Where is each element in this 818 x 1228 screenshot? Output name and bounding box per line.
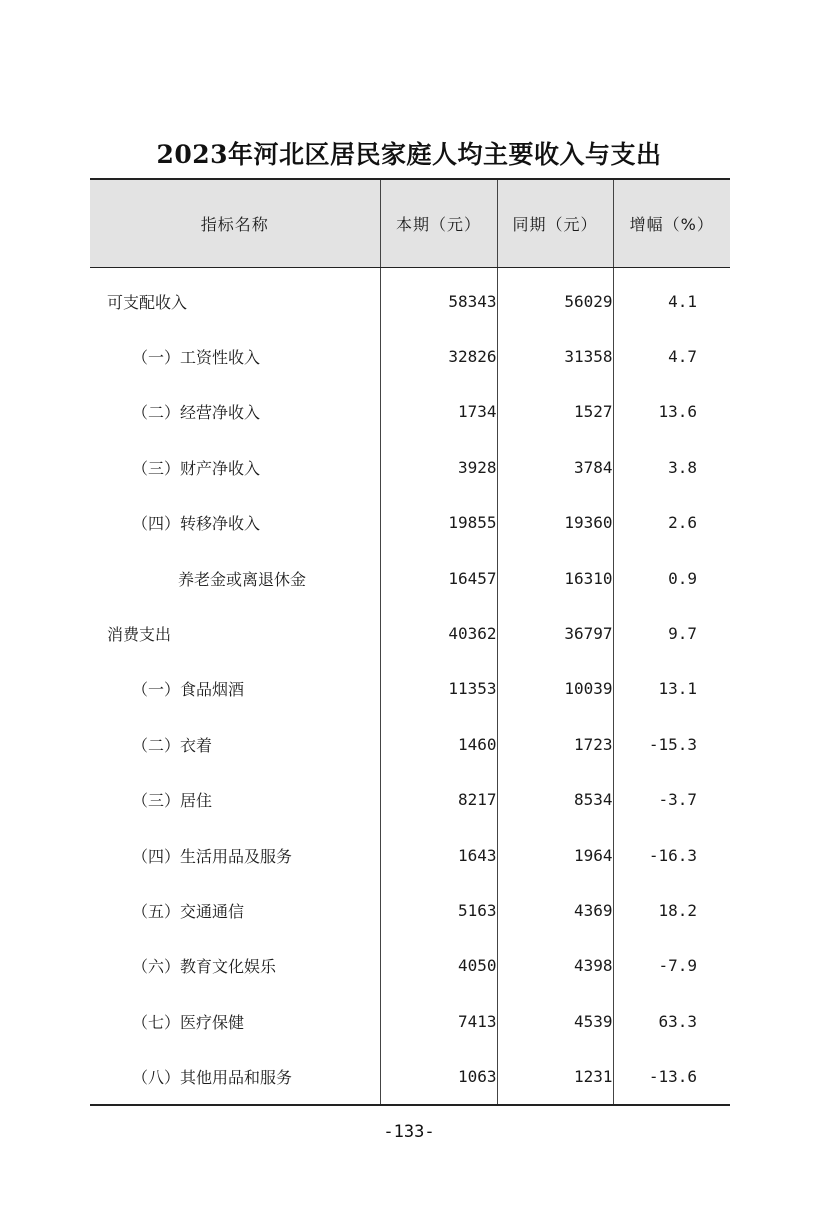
previous-value: 1527 bbox=[497, 384, 613, 439]
growth-value: 13.1 bbox=[613, 661, 730, 716]
row-label: （二）经营净收入 bbox=[132, 403, 261, 423]
table-row bbox=[90, 267, 730, 329]
row-label: （五）交通通信 bbox=[132, 901, 245, 921]
table-row bbox=[90, 384, 730, 439]
previous-value: 1964 bbox=[497, 827, 613, 882]
table-row bbox=[90, 661, 730, 716]
current-value: 5163 bbox=[380, 883, 497, 938]
current-value: 4050 bbox=[380, 938, 497, 993]
growth-value: 4.7 bbox=[613, 329, 730, 384]
previous-value: 3784 bbox=[497, 440, 613, 495]
growth-value: 4.1 bbox=[613, 267, 730, 329]
current-value: 3928 bbox=[380, 440, 497, 495]
row-label: （六）教育文化娱乐 bbox=[132, 957, 277, 977]
table-row bbox=[90, 550, 730, 605]
growth-value: -3.7 bbox=[613, 772, 730, 827]
row-label: 养老金或离退休金 bbox=[178, 569, 307, 589]
previous-value: 4398 bbox=[497, 938, 613, 993]
header-indicator-name: 指标名称 bbox=[90, 179, 380, 267]
previous-value: 16310 bbox=[497, 550, 613, 605]
row-label: 可支配收入 bbox=[107, 292, 188, 312]
stats-table-container bbox=[90, 178, 730, 1106]
growth-value: -7.9 bbox=[613, 938, 730, 993]
previous-value: 8534 bbox=[497, 772, 613, 827]
growth-value: 3.8 bbox=[613, 440, 730, 495]
row-label: （三）居住 bbox=[132, 791, 213, 811]
growth-value: 13.6 bbox=[613, 384, 730, 439]
header-current-period: 本期（元） bbox=[380, 179, 497, 267]
table-row bbox=[90, 938, 730, 993]
row-label: （八）其他用品和服务 bbox=[90, 1049, 380, 1105]
header-previous-period: 同期（元） bbox=[497, 179, 613, 267]
current-value: 7413 bbox=[380, 994, 497, 1049]
current-value: 1460 bbox=[380, 717, 497, 772]
table-row bbox=[90, 717, 730, 772]
growth-value: 2.6 bbox=[613, 495, 730, 550]
current-value: 19855 bbox=[380, 495, 497, 550]
table-row bbox=[90, 495, 730, 550]
previous-value: 1723 bbox=[497, 717, 613, 772]
current-value: 1643 bbox=[380, 827, 497, 882]
growth-value: 9.7 bbox=[613, 606, 730, 661]
current-value: 1734 bbox=[380, 384, 497, 439]
row-label: 消费支出 bbox=[107, 625, 172, 645]
current-value: 40362 bbox=[380, 606, 497, 661]
previous-value: 10039 bbox=[497, 661, 613, 716]
current-value: 58343 bbox=[380, 267, 497, 329]
page-title: 2023年河北区居民家庭人均主要收入与支出 bbox=[156, 139, 662, 169]
growth-value: 0.9 bbox=[613, 550, 730, 605]
current-value: 8217 bbox=[380, 772, 497, 827]
row-label: （四）生活用品及服务 bbox=[132, 846, 293, 866]
table-header-row bbox=[90, 179, 730, 267]
growth-value: -16.3 bbox=[613, 827, 730, 882]
previous-value: 19360 bbox=[497, 495, 613, 550]
table-row bbox=[90, 329, 730, 384]
previous-value: 31358 bbox=[497, 329, 613, 384]
growth-value: -15.3 bbox=[613, 717, 730, 772]
table-row bbox=[90, 883, 730, 938]
table-row bbox=[90, 440, 730, 495]
table-row bbox=[90, 827, 730, 882]
previous-value: 4539 bbox=[497, 994, 613, 1049]
row-label: （一）食品烟酒 bbox=[132, 680, 245, 700]
previous-value: 56029 bbox=[497, 267, 613, 329]
current-value: 32826 bbox=[380, 329, 497, 384]
table-row bbox=[90, 606, 730, 661]
table-row bbox=[90, 772, 730, 827]
previous-value: 36797 bbox=[497, 606, 613, 661]
row-label: （四）转移净收入 bbox=[132, 514, 261, 534]
current-value: 16457 bbox=[380, 550, 497, 605]
current-value: 11353 bbox=[380, 661, 497, 716]
previous-value: 1231 bbox=[497, 1049, 613, 1105]
growth-value: 18.2 bbox=[613, 883, 730, 938]
growth-value: 63.3 bbox=[613, 994, 730, 1049]
row-label: （二）衣着 bbox=[132, 735, 213, 755]
row-label: （三）财产净收入 bbox=[132, 458, 261, 478]
row-label: （一）工资性收入 bbox=[132, 348, 261, 368]
current-value: 1063 bbox=[380, 1049, 497, 1105]
stats-table bbox=[90, 178, 730, 1106]
table-row bbox=[90, 994, 730, 1049]
table-row bbox=[90, 1049, 730, 1105]
header-growth-rate: 增幅（%） bbox=[613, 179, 730, 267]
growth-value: -13.6 bbox=[613, 1049, 730, 1105]
previous-value: 4369 bbox=[497, 883, 613, 938]
row-label: （七）医疗保健 bbox=[132, 1012, 245, 1032]
page-number: -133- bbox=[383, 1122, 435, 1142]
